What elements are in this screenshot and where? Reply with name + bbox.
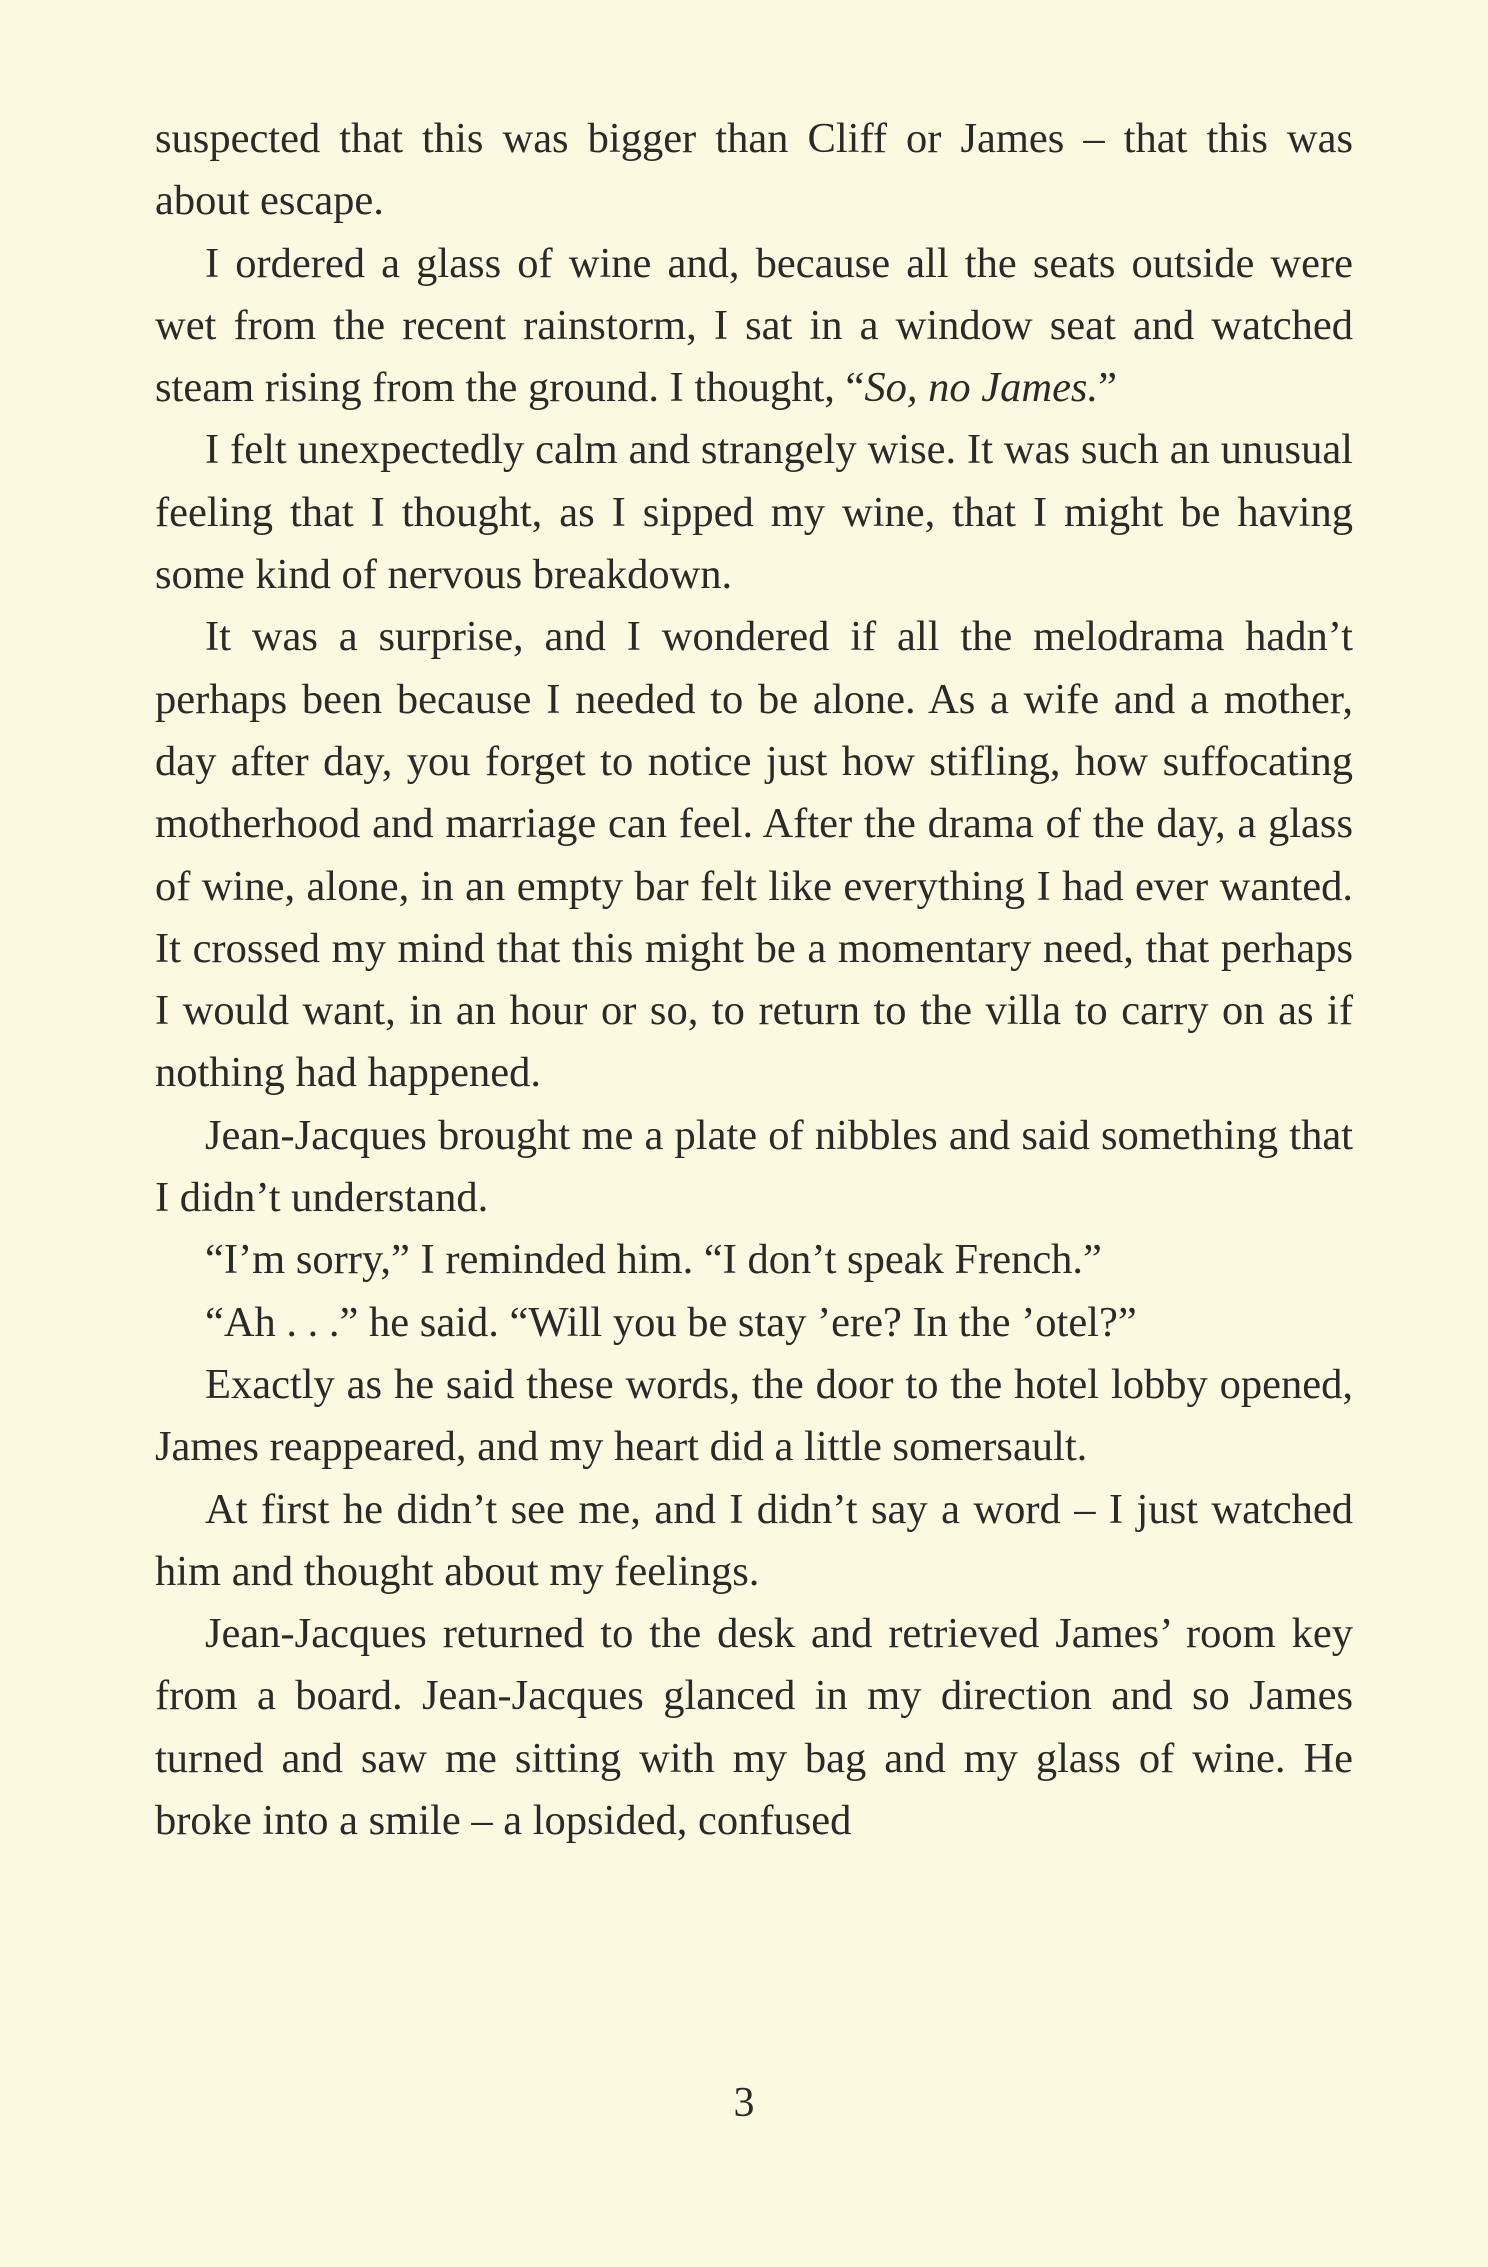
paragraph: I felt unexpectedly calm and strangely wise. It was such an unusual feeling that I thought, as I sipped my wine, that I might be having some kind of nervous breakdown. — [155, 426, 1353, 599]
italic-quote: So, no James. — [864, 364, 1099, 412]
paragraph: “Ah . . .” he said. “Will you be stay ’ere? In the ’otel?” — [205, 1298, 1137, 1346]
page-number: 3 — [733, 2080, 755, 2126]
closing-quote: ” — [1098, 364, 1117, 412]
paragraph-text: I ordered a glass of wine and, because all the seats outside were wet from the recent rainstorm, I sat in a window seat and watched steam rising from the ground. I thought, “ — [155, 239, 1353, 412]
paragraph: At first he didn’t see me, and I didn’t say a word – I just watched him and thought about my feelings. — [155, 1485, 1353, 1595]
paragraph: Jean-Jacques returned to the desk and retrieved James’ room key from a board. Jean-Jacques glanced in my direction and so James turned and saw me sitting with my bag and my glass of wine. He broke into a smile – a lopsided, confused — [155, 1610, 1353, 1845]
paragraph — [155, 233, 1353, 420]
body-text — [155, 108, 1353, 1852]
paragraph: suspected that this was bigger than Cliff or James – that this was about escape. — [155, 115, 1353, 225]
paragraph: “I’m sorry,” I reminded him. “I don’t speak French.” — [205, 1236, 1102, 1284]
paragraph: It was a surprise, and I wondered if all the melodrama hadn’t perhaps been because I needed to be alone. As a wife and a mother, day after day, you forget to notice just how stifling, how suffocating motherhood and marriage can feel. After the drama of the day, a glass of wine, alone, in an empty bar felt like everything I had ever wanted. It crossed my mind that this might be a momentary need, that perhaps I would want, in an hour or so, to return to the villa to carry on as if nothing had happened. — [155, 613, 1353, 1097]
paragraph: Exactly as he said these words, the door to the hotel lobby opened, James reappeared, and my heart did a little somersault. — [155, 1360, 1353, 1471]
paragraph: Jean-Jacques brought me a plate of nibbles and said something that I didn’t understand. — [155, 1111, 1353, 1222]
